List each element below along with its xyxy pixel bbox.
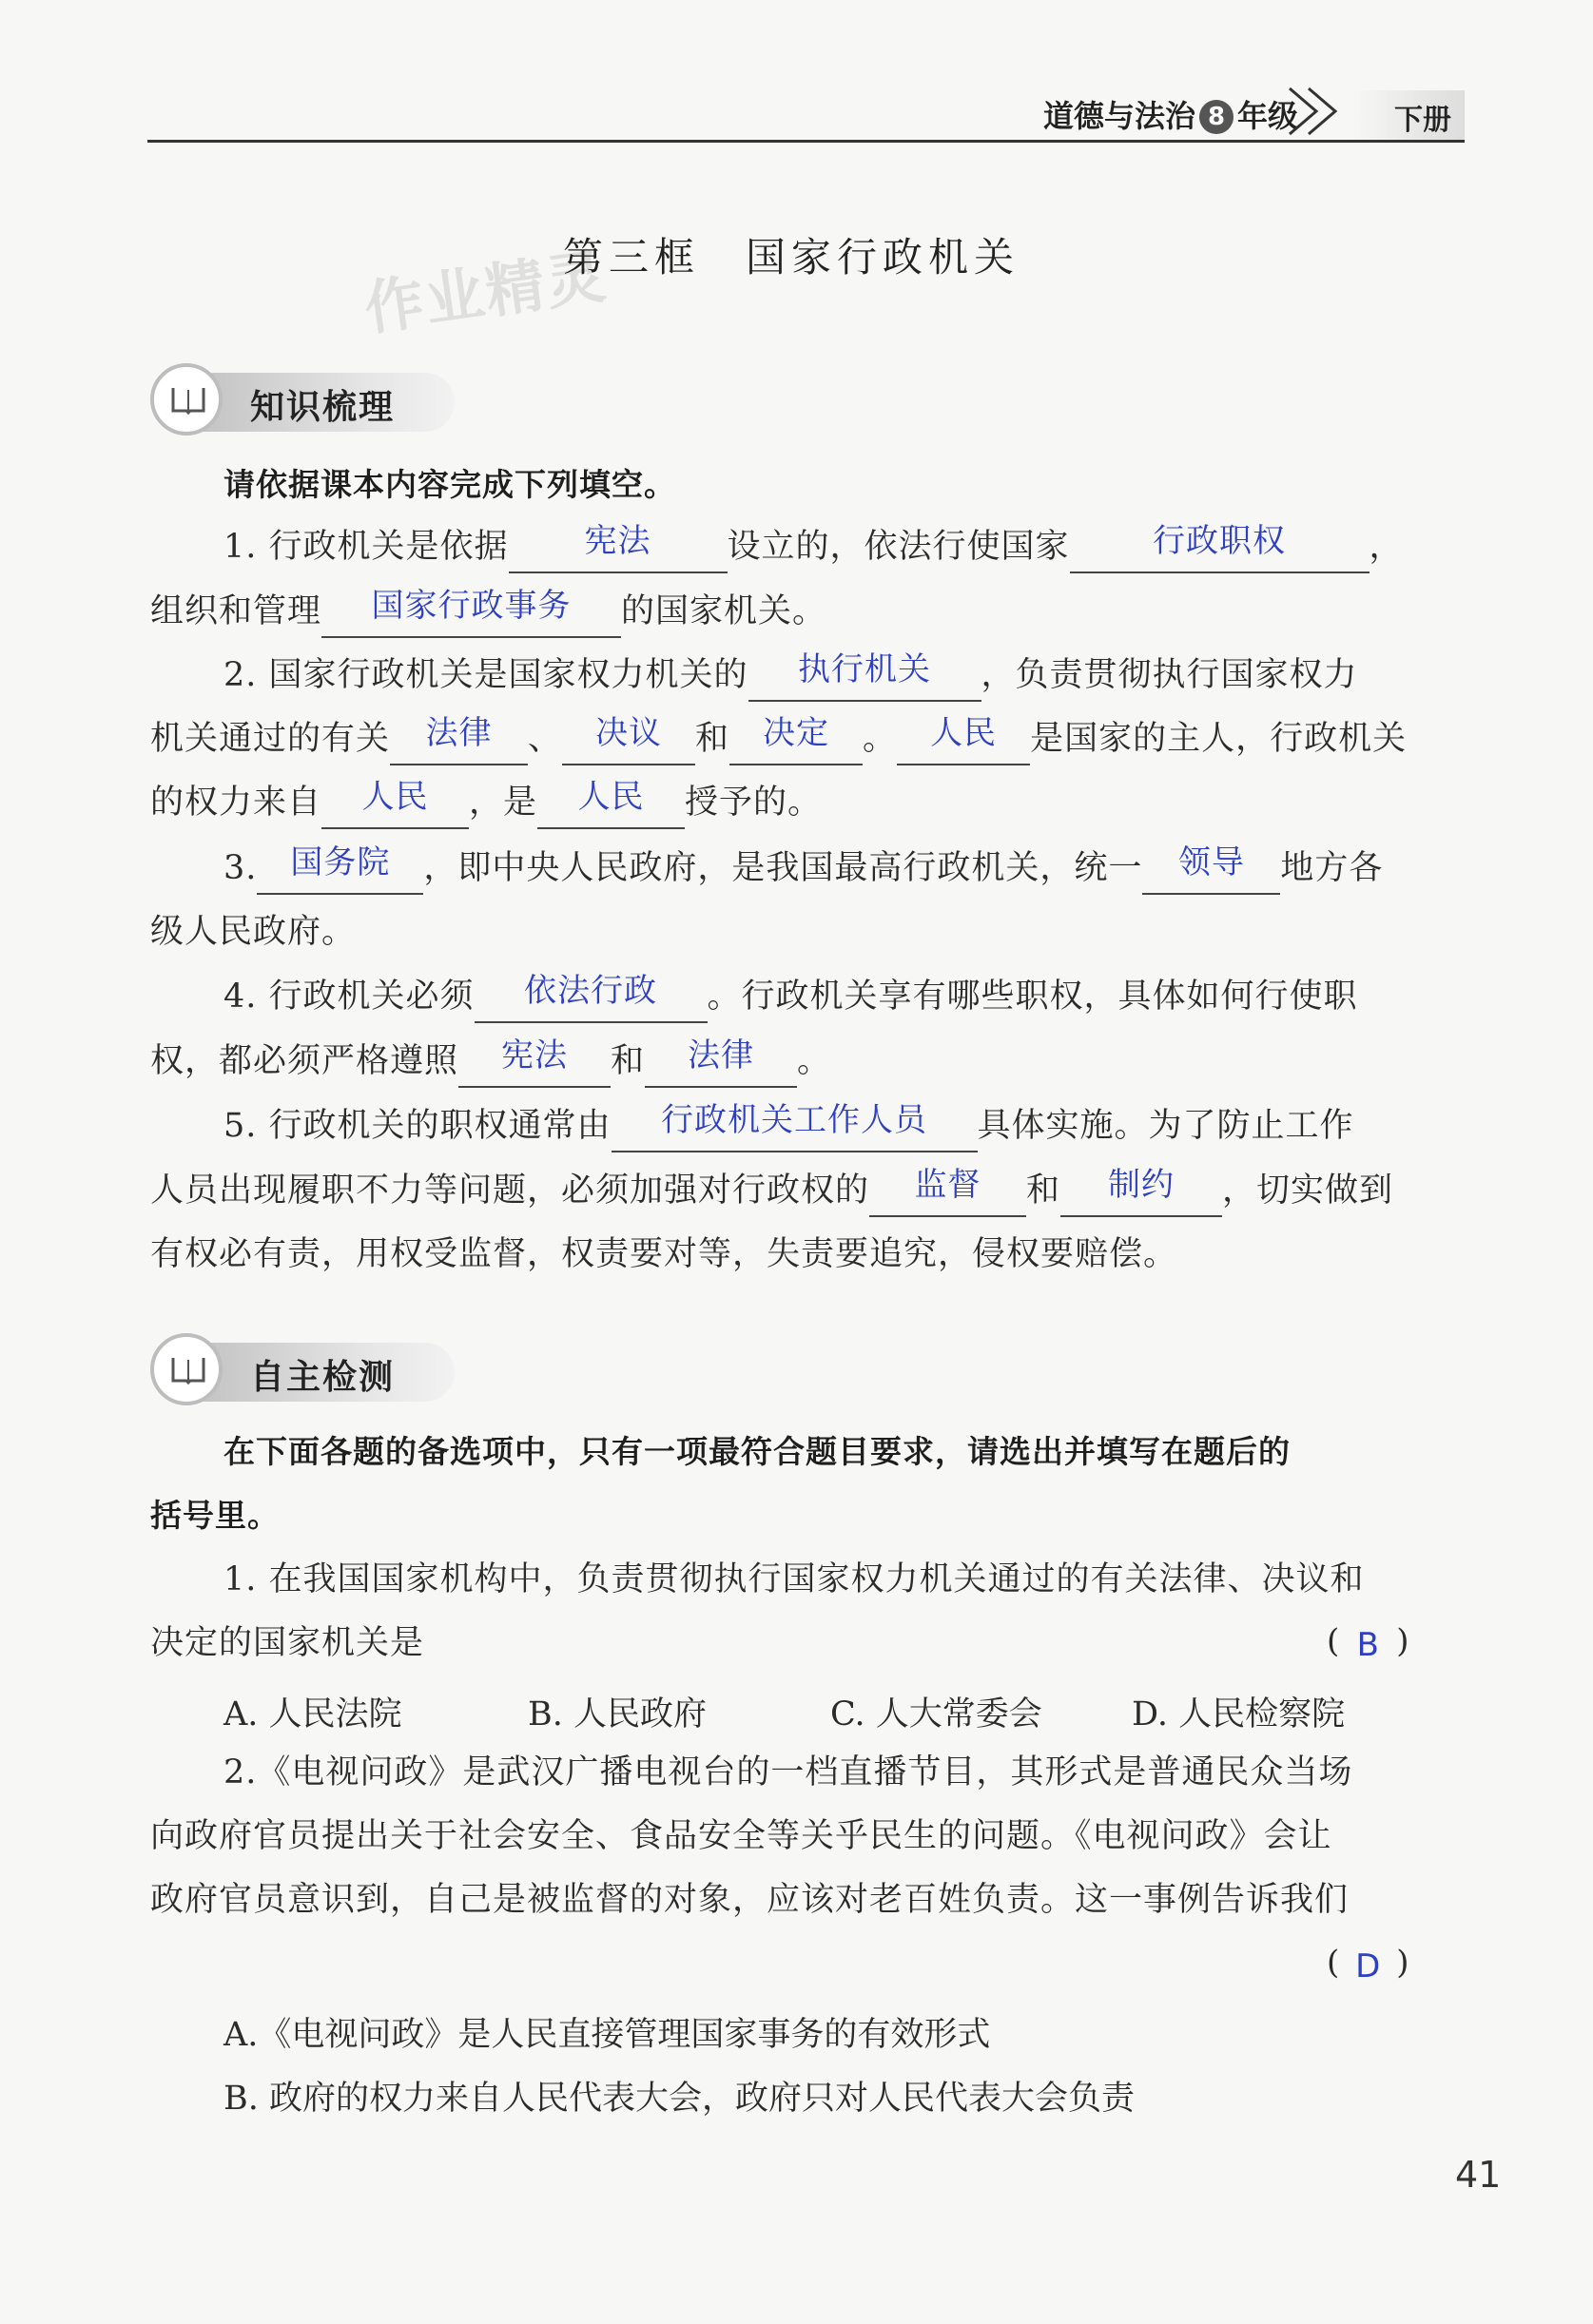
header-rule xyxy=(147,140,1465,143)
choice-q2-line1: 2.《电视问政》是武汉广播电视台的一档直播节目，其形式是普通民众当场 xyxy=(223,1753,1353,1791)
instruction-choice-line2: 括号里。 xyxy=(150,1497,280,1534)
text: 组织和管理 xyxy=(150,592,322,630)
text: 。 xyxy=(797,1042,832,1080)
blank xyxy=(869,1166,1026,1217)
fill-q5-line1 xyxy=(223,1101,1354,1152)
text: 和 xyxy=(1026,1172,1061,1210)
choice-q1-line1: 1. 在我国国家机构中，负责贯彻执行国家权力机关通过的有关法律、决议和 xyxy=(223,1560,1365,1598)
blank xyxy=(537,778,685,829)
fill-q4-line2 xyxy=(150,1036,832,1088)
fill-q3-line1 xyxy=(223,843,1384,895)
text: 1. 行政机关是依据 xyxy=(223,528,509,566)
answer: 宪法 xyxy=(501,1036,569,1075)
choice-q2-line2: 向政府官员提出关于社会安全、食品安全等关乎民生的问题。《电视问政》会让 xyxy=(150,1817,1332,1855)
blank xyxy=(257,843,423,895)
text: 的国家机关。 xyxy=(621,592,827,630)
text: 机关通过的有关 xyxy=(150,720,391,758)
choice-answer: B xyxy=(1356,1626,1379,1664)
page-header xyxy=(147,90,1465,143)
blank xyxy=(897,714,1030,765)
blank xyxy=(1142,843,1280,895)
fill-q2-line3 xyxy=(150,778,823,829)
text: 授予的。 xyxy=(685,784,823,822)
text: ，切实做到 xyxy=(1222,1172,1394,1210)
answer: 决议 xyxy=(595,714,663,752)
answer: 人民 xyxy=(930,714,998,752)
fill-q5-line3: 有权必有责，用权受监督，权责要对等，失责要追究，侵权要赔偿。 xyxy=(150,1235,1178,1273)
blank xyxy=(321,778,469,829)
text: 、 xyxy=(528,720,563,758)
text: 的权力来自 xyxy=(150,784,322,822)
text: 。行政机关享有哪些职权，具体如何行使职 xyxy=(707,978,1358,1016)
text: 2. 国家行政机关是国家权力机关的 xyxy=(223,656,748,694)
blank xyxy=(729,714,863,765)
text: 是国家的主人，行政机关 xyxy=(1030,720,1408,758)
answer: 法律 xyxy=(688,1036,755,1075)
answer: 国家行政事务 xyxy=(371,587,572,625)
text: 3. xyxy=(223,849,258,887)
fill-q2-line1 xyxy=(223,650,1358,702)
section-header-self-test xyxy=(150,1333,455,1407)
blank xyxy=(645,1036,797,1088)
blank xyxy=(1060,1166,1222,1217)
book-icon xyxy=(169,1350,207,1388)
fill-q2-line2 xyxy=(150,714,1408,765)
option-d: D. 人民检察院 xyxy=(1132,1695,1346,1733)
blank xyxy=(321,587,621,638)
blank xyxy=(612,1101,978,1152)
instruction-choice-line1: 在下面各题的备选项中，只有一项最符合题目要求，请选出并填写在题后的 xyxy=(223,1433,1291,1470)
book-icon xyxy=(169,380,207,418)
blank xyxy=(509,522,728,573)
blank xyxy=(475,972,708,1023)
text: 权，都必须严格遵照 xyxy=(150,1042,459,1080)
term-label: 下册 xyxy=(1394,104,1451,137)
text: 5. 行政机关的职权通常由 xyxy=(223,1107,612,1145)
answer: 领导 xyxy=(1177,843,1245,881)
blank xyxy=(562,714,695,765)
answer: 国务院 xyxy=(290,843,391,881)
blank xyxy=(458,1036,611,1088)
option-a: A. 人民法院 xyxy=(223,1695,402,1733)
section-badge xyxy=(150,363,223,436)
answer: 行政职权 xyxy=(1153,522,1287,560)
option-b: B. 人民政府 xyxy=(528,1695,707,1733)
grade-suffix: 年级 xyxy=(1236,98,1298,134)
fill-q1-line1 xyxy=(223,522,1404,573)
section-title: 知识梳理 xyxy=(250,388,396,427)
choice-answer: D xyxy=(1355,1947,1381,1985)
answer-bracket-q1: ( B ) xyxy=(1327,1622,1409,1664)
subject-text: 道德与法治 xyxy=(1042,98,1195,134)
answer: 法律 xyxy=(425,714,493,752)
text: 4. 行政机关必须 xyxy=(223,978,475,1016)
fill-q4-line1 xyxy=(223,972,1358,1023)
option-b: B. 政府的权力来自人民代表大会，政府只对人民代表大会负责 xyxy=(223,2080,1135,2118)
page-number: 41 xyxy=(1455,2154,1502,2196)
section-header-knowledge xyxy=(150,363,455,437)
lesson-title: 第三框 国家行政机关 xyxy=(563,234,1020,281)
text: ，即中央人民政府，是我国最高行政机关，统一 xyxy=(423,849,1143,887)
answer: 制约 xyxy=(1108,1166,1175,1204)
text: 地方各 xyxy=(1280,849,1384,887)
text: 具体实施。为了防止工作 xyxy=(977,1107,1354,1145)
answer: 人民 xyxy=(577,778,645,816)
section-title: 自主检测 xyxy=(250,1358,396,1397)
header-subject xyxy=(1043,92,1298,136)
text: ，是 xyxy=(469,784,538,822)
fill-q1-line2 xyxy=(150,587,827,638)
fill-q3-line2: 级人民政府。 xyxy=(150,913,357,951)
blank xyxy=(1070,522,1370,573)
text: 和 xyxy=(611,1042,646,1080)
blank xyxy=(748,650,981,702)
instruction-fill: 请依据课本内容完成下列填空。 xyxy=(223,466,676,503)
answer: 人民 xyxy=(361,778,429,816)
fill-q5-line2 xyxy=(150,1166,1394,1217)
text: ， xyxy=(1369,528,1404,566)
choice-q1-line2: 决定的国家机关是 xyxy=(150,1624,425,1662)
text: 和 xyxy=(695,720,730,758)
option-c: C. 人大常委会 xyxy=(830,1695,1042,1733)
answer-bracket-q2: ( D ) xyxy=(1327,1944,1409,1985)
text: 。 xyxy=(863,720,898,758)
text: 设立的，依法行使国家 xyxy=(727,528,1070,566)
double-chevron-icon xyxy=(1284,81,1350,138)
blank xyxy=(390,714,528,765)
answer: 行政机关工作人员 xyxy=(661,1101,928,1139)
answer: 宪法 xyxy=(584,522,651,560)
option-a: A.《电视问政》是人民直接管理国家事务的有效形式 xyxy=(223,2016,991,2054)
section-badge xyxy=(150,1333,223,1405)
answer: 监督 xyxy=(914,1166,981,1204)
answer: 决定 xyxy=(763,714,830,752)
answer: 依法行政 xyxy=(524,972,658,1010)
answer: 执行机关 xyxy=(798,650,932,688)
choice-q2-line3: 政府官员意识到，自己是被监督的对象，应该对老百姓负责。这一事例告诉我们 xyxy=(150,1881,1350,1919)
grade-badge: 8 xyxy=(1199,100,1234,134)
text: ，负责贯彻执行国家权力 xyxy=(981,656,1358,694)
watermark: 作业精灵 xyxy=(359,241,612,344)
text: 人员出现履职不力等问题，必须加强对行政权的 xyxy=(150,1172,870,1210)
